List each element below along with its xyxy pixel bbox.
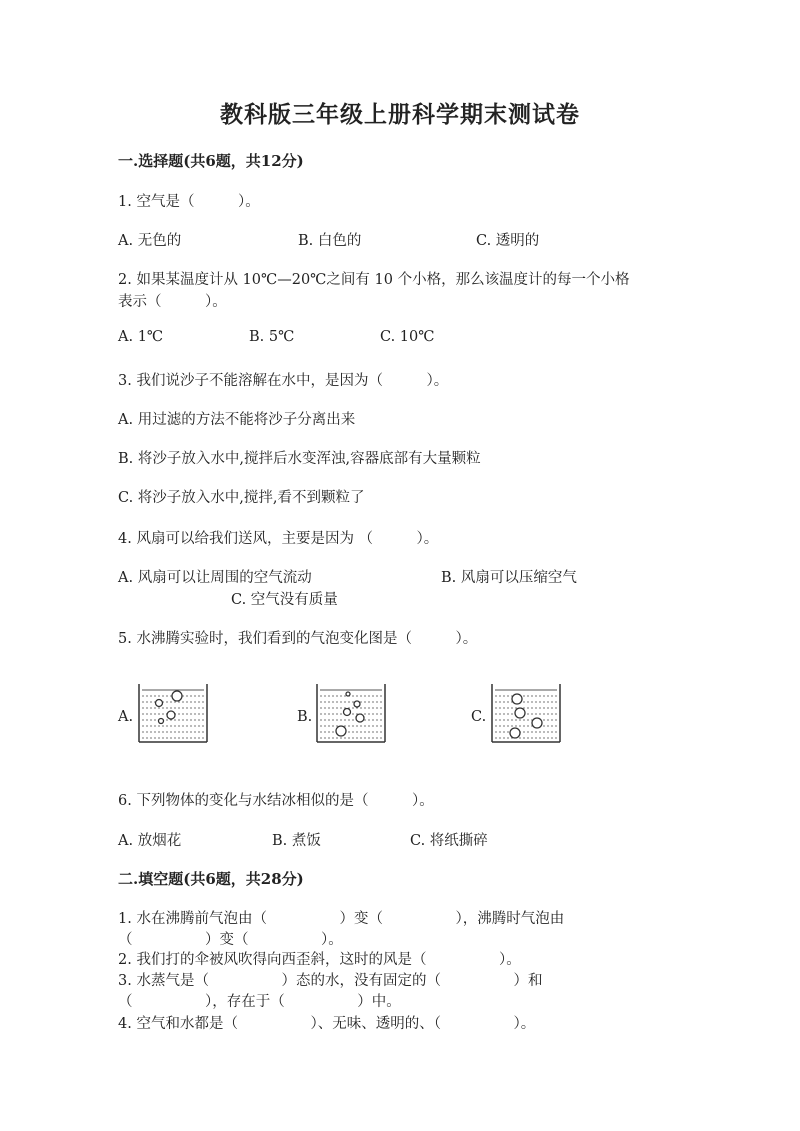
question-3-option-b: B. 将沙子放入水中,搅拌后水变浑浊,容器底部有大量颗粒 xyxy=(118,451,481,467)
question-3-option-c: C. 将沙子放入水中,搅拌,看不到颗粒了 xyxy=(118,490,365,506)
question-2-stem-line2: 表示（ ）。 xyxy=(118,294,227,310)
question-3-option-a: A. 用过滤的方法不能将沙子分离出来 xyxy=(118,412,356,428)
section-heading-choice: 一.选择题(共6题，共12分) xyxy=(118,152,304,170)
beaker-b-image xyxy=(311,680,391,745)
question-6-option-c: C. 将纸撕碎 xyxy=(410,833,488,849)
fill-line-3: 2. 我们打的伞被风吹得向西歪斜，这时的风是（ ）。 xyxy=(118,952,521,968)
question-1-option-b: B. 白色的 xyxy=(298,233,362,249)
question-4-option-b: B. 风扇可以压缩空气 xyxy=(441,570,577,586)
section-heading-fill-blank: 二.填空题(共6题，共28分) xyxy=(118,870,304,888)
question-6-stem: 6. 下列物体的变化与水结冰相似的是（ ）。 xyxy=(118,793,434,809)
question-1-option-a: A. 无色的 xyxy=(118,233,182,249)
question-5-stem: 5. 水沸腾实验时，我们看到的气泡变化图是（ ）。 xyxy=(118,631,478,647)
question-1-stem: 1. 空气是（ ）。 xyxy=(118,194,260,210)
question-2-option-c: C. 10℃ xyxy=(380,329,435,345)
fill-line-1: 1. 水在沸腾前气泡由（ ）变（ ），沸腾时气泡由 xyxy=(118,911,565,927)
question-3-stem: 3. 我们说沙子不能溶解在水中，是因为（ ）。 xyxy=(118,373,449,389)
question-2-stem-line1: 2. 如果某温度计从 10℃—20℃之间有 10 个小格，那么该温度计的每一个小格 xyxy=(118,272,630,288)
question-4-option-c: C. 空气没有质量 xyxy=(231,592,338,608)
question-5-option-b: B. xyxy=(297,709,313,725)
fill-line-4: 3. 水蒸气是（ ）态的水，没有固定的（ ）和 xyxy=(118,973,543,989)
question-6-option-b: B. 煮饭 xyxy=(272,833,321,849)
beaker-c-image xyxy=(486,680,566,745)
page-title: 教科版三年级上册科学期末测试卷 xyxy=(220,101,580,128)
fill-line-2: （ ）变（ ）。 xyxy=(118,932,343,948)
beaker-a-image xyxy=(133,680,213,745)
question-4-option-a: A. 风扇可以让周围的空气流动 xyxy=(118,570,312,586)
fill-line-6: 4. 空气和水都是（ ）、无味、透明的、（ ）。 xyxy=(118,1016,536,1032)
question-2-option-b: B. 5℃ xyxy=(249,329,295,345)
fill-line-5: （ ），存在于（ ）中。 xyxy=(118,994,401,1010)
question-5-option-a: A. xyxy=(118,709,134,725)
question-4-stem: 4. 风扇可以给我们送风，主要是因为 （ ）。 xyxy=(118,531,439,547)
question-6-option-a: A. 放烟花 xyxy=(118,833,182,849)
question-1-option-c: C. 透明的 xyxy=(476,233,540,249)
question-5-option-c: C. xyxy=(471,709,487,725)
question-2-option-a: A. 1℃ xyxy=(118,329,164,345)
